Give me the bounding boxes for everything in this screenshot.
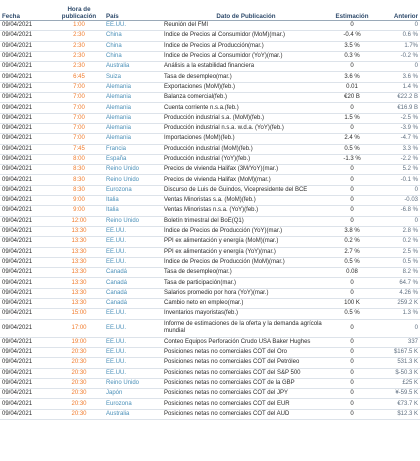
header-row — [0, 0, 420, 21]
table-row — [0, 247, 420, 257]
cell-anterior: 0.6 % — [374, 31, 420, 41]
cell-pais: EE.UU. — [104, 237, 162, 247]
cell-dato: Posiciones netas no comerciales COT del Petróleo — [162, 358, 330, 368]
cell-pais: Alemania — [104, 113, 162, 123]
cell-hora: 2:30 — [54, 51, 104, 61]
cell-fecha: 09/04/2021 — [0, 399, 54, 409]
cell-fecha: 09/04/2021 — [0, 299, 54, 309]
cell-estimacion: 0 — [330, 185, 374, 195]
cell-anterior: 3.3 % — [374, 144, 420, 154]
cell-fecha: 09/04/2021 — [0, 319, 54, 337]
cell-dato: Posiciones netas no comerciales COT del AUD — [162, 409, 330, 419]
cell-fecha: 09/04/2021 — [0, 175, 54, 185]
cell-hora: 2:30 — [54, 62, 104, 72]
cell-hora: 13:30 — [54, 268, 104, 278]
table-row — [0, 62, 420, 72]
cell-anterior: $12.3 K — [374, 409, 420, 419]
cell-dato: Salarios promedio por hora (YoY)(mar.) — [162, 288, 330, 298]
cell-hora: 20:30 — [54, 368, 104, 378]
cell-hora: 20:30 — [54, 409, 104, 419]
cell-hora: 15:00 — [54, 309, 104, 319]
cell-fecha: 09/04/2021 — [0, 144, 54, 154]
cell-fecha: 09/04/2021 — [0, 41, 54, 51]
cell-fecha: 09/04/2021 — [0, 103, 54, 113]
cell-fecha: 09/04/2021 — [0, 389, 54, 399]
cell-estimacion: 2.4 % — [330, 134, 374, 144]
cell-anterior: 2.5 % — [374, 247, 420, 257]
cell-anterior: -2.5 % — [374, 113, 420, 123]
cell-pais: EE.UU. — [104, 319, 162, 337]
cell-estimacion: 3.8 % — [330, 226, 374, 236]
cell-hora: 2:30 — [54, 31, 104, 41]
cell-dato: Posiciones netas no comerciales COT del JPY — [162, 389, 330, 399]
table-row — [0, 51, 420, 61]
cell-hora: 7:00 — [54, 123, 104, 133]
cell-pais: China — [104, 51, 162, 61]
cell-anterior: 64.7 % — [374, 278, 420, 288]
table-row — [0, 368, 420, 378]
table-row — [0, 154, 420, 164]
cell-estimacion: 0 — [330, 21, 374, 31]
cell-estimacion: 0 — [330, 347, 374, 357]
cell-pais: España — [104, 154, 162, 164]
cell-dato: Producción industrial n.s.a. w.d.a. (YoY)(feb.) — [162, 123, 330, 133]
cell-pais: Alemania — [104, 82, 162, 92]
cell-hora: 9:00 — [54, 196, 104, 206]
table-row — [0, 237, 420, 247]
cell-estimacion: 3.6 % — [330, 72, 374, 82]
cell-fecha: 09/04/2021 — [0, 288, 54, 298]
cell-estimacion: 0.5 % — [330, 257, 374, 267]
cell-estimacion: 0.5 % — [330, 309, 374, 319]
cell-fecha: 09/04/2021 — [0, 51, 54, 61]
cell-estimacion: 0.2 % — [330, 237, 374, 247]
table-row — [0, 93, 420, 103]
cell-pais: Francia — [104, 144, 162, 154]
cell-anterior: 0.5 % — [374, 257, 420, 267]
table-row — [0, 389, 420, 399]
cell-hora: 13:30 — [54, 226, 104, 236]
table-row — [0, 206, 420, 216]
table-row — [0, 113, 420, 123]
cell-dato: PPI ex alimentación y energía (MoM)(mar.) — [162, 237, 330, 247]
cell-anterior: -0.03 — [374, 196, 420, 206]
cell-pais: Alemania — [104, 134, 162, 144]
cell-estimacion: 1.5 % — [330, 113, 374, 123]
cell-hora: 20:30 — [54, 347, 104, 357]
cell-pais: Reino Unido — [104, 165, 162, 175]
cell-pais: Alemania — [104, 103, 162, 113]
cell-fecha: 09/04/2021 — [0, 62, 54, 72]
cell-hora: 7:00 — [54, 113, 104, 123]
cell-anterior: 0 — [374, 62, 420, 72]
cell-pais: Japón — [104, 389, 162, 399]
cell-anterior: 8.2 % — [374, 268, 420, 278]
cell-fecha: 09/04/2021 — [0, 226, 54, 236]
cell-anterior: 5.2 % — [374, 165, 420, 175]
cell-pais: EE.UU. — [104, 247, 162, 257]
cell-fecha: 09/04/2021 — [0, 93, 54, 103]
cell-hora: 6:45 — [54, 72, 104, 82]
cell-hora: 13:30 — [54, 247, 104, 257]
cell-dato: Exportaciones (MoM)(feb.) — [162, 82, 330, 92]
table-row — [0, 144, 420, 154]
table-row — [0, 72, 420, 82]
table-row — [0, 399, 420, 409]
cell-estimacion: 0 — [330, 288, 374, 298]
cell-hora: 8:30 — [54, 185, 104, 195]
cell-estimacion: 0 — [330, 409, 374, 419]
cell-dato: Conteo Equipos Perforación Crudo USA Baker Hughes — [162, 337, 330, 347]
cell-pais: EE.UU. — [104, 257, 162, 267]
cell-anterior: 1.4 % — [374, 82, 420, 92]
cell-hora: 7:00 — [54, 103, 104, 113]
cell-fecha: 09/04/2021 — [0, 237, 54, 247]
table-row — [0, 226, 420, 236]
cell-estimacion: 0 — [330, 358, 374, 368]
cell-fecha: 09/04/2021 — [0, 268, 54, 278]
cell-hora: 7:00 — [54, 82, 104, 92]
cell-anterior: $-50.3 K — [374, 368, 420, 378]
cell-hora: 20:30 — [54, 399, 104, 409]
cell-fecha: 09/04/2021 — [0, 185, 54, 195]
cell-fecha: 09/04/2021 — [0, 196, 54, 206]
cell-hora: 20:30 — [54, 378, 104, 388]
cell-dato: Balanza comercial(feb.) — [162, 93, 330, 103]
cell-fecha: 09/04/2021 — [0, 309, 54, 319]
cell-pais: Reino Unido — [104, 378, 162, 388]
table-row — [0, 31, 420, 41]
cell-anterior: -0.2 % — [374, 51, 420, 61]
cell-hora: 1:00 — [54, 21, 104, 31]
cell-pais: Reino Unido — [104, 175, 162, 185]
cell-estimacion: 0 — [330, 103, 374, 113]
table-row — [0, 103, 420, 113]
cell-estimacion: 0 — [330, 175, 374, 185]
cell-pais: EE.UU. — [104, 226, 162, 236]
cell-hora: 8:30 — [54, 175, 104, 185]
cell-fecha: 09/04/2021 — [0, 165, 54, 175]
cell-fecha: 09/04/2021 — [0, 278, 54, 288]
cell-pais: Suiza — [104, 72, 162, 82]
cell-fecha: 09/04/2021 — [0, 368, 54, 378]
cell-hora: 9:00 — [54, 206, 104, 216]
cell-dato: Ventas Minoristas s.a. (MoM)(feb.) — [162, 196, 330, 206]
cell-estimacion: 0 — [330, 378, 374, 388]
cell-anterior: -3.9 % — [374, 123, 420, 133]
cell-dato: Cuenta corriente n.s.a.(feb.) — [162, 103, 330, 113]
cell-pais: Italia — [104, 196, 162, 206]
header-dato: Dato de Publicación — [162, 0, 330, 21]
cell-hora: 7:00 — [54, 93, 104, 103]
cell-estimacion: -0.4 % — [330, 31, 374, 41]
cell-anterior: 259.2 K — [374, 299, 420, 309]
cell-hora: 20:30 — [54, 389, 104, 399]
cell-hora: 13:30 — [54, 237, 104, 247]
cell-dato: Importaciones (MoM)(feb.) — [162, 134, 330, 144]
cell-hora: 17:00 — [54, 319, 104, 337]
cell-pais: Alemania — [104, 123, 162, 133]
cell-dato: Índice de Precios de Producción (YoY)(mar.) — [162, 226, 330, 236]
table-row — [0, 278, 420, 288]
table-row — [0, 216, 420, 226]
cell-pais: Reino Unido — [104, 216, 162, 226]
table-row — [0, 21, 420, 31]
cell-pais: EE.UU. — [104, 337, 162, 347]
cell-dato: Producción industrial s.a. (MoM)(feb.) — [162, 113, 330, 123]
cell-hora: 19:00 — [54, 337, 104, 347]
cell-dato: Posiciones netas no comerciales COT del EUR — [162, 399, 330, 409]
cell-dato: PPI ex alimentación y energía (YoY)(mar.) — [162, 247, 330, 257]
cell-anterior: 0 — [374, 185, 420, 195]
table-row — [0, 409, 420, 419]
cell-hora: 13:30 — [54, 257, 104, 267]
cell-anterior: 1.7% — [374, 41, 420, 51]
header-anterior: Anterior — [374, 0, 420, 21]
cell-estimacion: 0 — [330, 278, 374, 288]
table-row — [0, 319, 420, 337]
cell-fecha: 09/04/2021 — [0, 337, 54, 347]
cell-anterior: 531.3 K — [374, 358, 420, 368]
cell-hora: 2:30 — [54, 41, 104, 51]
cell-dato: Informe de estimaciones de la oferta y la demanda agrícola mundial — [162, 319, 330, 337]
cell-anterior: 3.6 % — [374, 72, 420, 82]
cell-dato: Tasa de participación(mar.) — [162, 278, 330, 288]
cell-fecha: 09/04/2021 — [0, 154, 54, 164]
header-pais: País — [104, 0, 162, 21]
cell-dato: Inventarios mayoristas(feb.) — [162, 309, 330, 319]
cell-estimacion: 0.01 — [330, 82, 374, 92]
cell-estimacion: 3.5 % — [330, 41, 374, 51]
cell-fecha: 09/04/2021 — [0, 21, 54, 31]
cell-anterior: -0.1 % — [374, 175, 420, 185]
cell-dato: Índice de Precios de Producción (MoM)(mar.) — [162, 257, 330, 267]
cell-anterior: €22.2 B — [374, 93, 420, 103]
cell-hora: 13:30 — [54, 288, 104, 298]
cell-pais: Alemania — [104, 93, 162, 103]
cell-estimacion: 2.7 % — [330, 247, 374, 257]
cell-dato: Posiciones netas no comerciales COT del Oro — [162, 347, 330, 357]
header-hora: Hora de publicación — [54, 0, 104, 21]
cell-anterior: €73.7 K — [374, 399, 420, 409]
cell-fecha: 09/04/2021 — [0, 82, 54, 92]
cell-hora: 13:30 — [54, 278, 104, 288]
cell-anterior: 337 — [374, 337, 420, 347]
cell-estimacion: 0 — [330, 368, 374, 378]
cell-anterior: 4.26 % — [374, 288, 420, 298]
table-row — [0, 337, 420, 347]
cell-pais: Eurozona — [104, 399, 162, 409]
cell-hora: 8:30 — [54, 165, 104, 175]
table-row — [0, 309, 420, 319]
cell-dato: Reunión del FMI — [162, 21, 330, 31]
cell-fecha: 09/04/2021 — [0, 257, 54, 267]
cell-dato: Producción industrial (MoM)(feb.) — [162, 144, 330, 154]
cell-estimacion: 0 — [330, 319, 374, 337]
table-row — [0, 358, 420, 368]
cell-pais: Canadá — [104, 268, 162, 278]
cell-pais: Australia — [104, 409, 162, 419]
cell-estimacion: 0 — [330, 165, 374, 175]
cell-anterior: 0.2 % — [374, 237, 420, 247]
table-row — [0, 165, 420, 175]
cell-fecha: 09/04/2021 — [0, 347, 54, 357]
cell-estimacion: 0.08 — [330, 268, 374, 278]
cell-dato: Producción industrial (YoY)(feb.) — [162, 154, 330, 164]
cell-anterior: £25 K — [374, 378, 420, 388]
cell-dato: Precios de vivienda Halifax (3M/YoY)(mar.) — [162, 165, 330, 175]
cell-pais: EE.UU. — [104, 21, 162, 31]
table-row — [0, 123, 420, 133]
cell-dato: Tasa de desempleo(mar.) — [162, 268, 330, 278]
cell-anterior: -2.2 % — [374, 154, 420, 164]
cell-hora: 13:30 — [54, 299, 104, 309]
cell-hora: 20:30 — [54, 358, 104, 368]
cell-anterior: 0 — [374, 216, 420, 226]
cell-pais: China — [104, 31, 162, 41]
cell-estimacion: 0 — [330, 337, 374, 347]
cell-dato: Índice de Precios al Producción(mar.) — [162, 41, 330, 51]
cell-anterior: $167.5 K — [374, 347, 420, 357]
cell-anterior: -6.8 % — [374, 206, 420, 216]
cell-dato: Discurso de Luis de Guindos, Vicepresidente del BCE — [162, 185, 330, 195]
cell-anterior: 2.8 % — [374, 226, 420, 236]
cell-fecha: 09/04/2021 — [0, 409, 54, 419]
cell-dato: Ventas Minoristas n.s.a. (YoY)(feb.) — [162, 206, 330, 216]
cell-pais: Australia — [104, 62, 162, 72]
header-estimacion: Estimación — [330, 0, 374, 21]
cell-anterior: -4.7 % — [374, 134, 420, 144]
cell-estimacion: 0 — [330, 62, 374, 72]
table-row — [0, 196, 420, 206]
table-row — [0, 268, 420, 278]
cell-hora: 8:00 — [54, 154, 104, 164]
cell-dato: Boletín trimestral del BoE(Q1) — [162, 216, 330, 226]
cell-pais: China — [104, 41, 162, 51]
cell-hora: 12:00 — [54, 216, 104, 226]
cell-fecha: 09/04/2021 — [0, 31, 54, 41]
cell-pais: Eurozona — [104, 185, 162, 195]
table-row — [0, 134, 420, 144]
cell-dato: Cambio neto en empleo(mar.) — [162, 299, 330, 309]
cell-hora: 7:45 — [54, 144, 104, 154]
table-row — [0, 299, 420, 309]
cell-anterior: €16.9 B — [374, 103, 420, 113]
cell-anterior: 0 — [374, 319, 420, 337]
cell-estimacion: 0 — [330, 399, 374, 409]
cell-pais: Italia — [104, 206, 162, 216]
cell-dato: Posiciones netas no comerciales COT de la GBP — [162, 378, 330, 388]
cell-estimacion: 100 K — [330, 299, 374, 309]
cell-fecha: 09/04/2021 — [0, 123, 54, 133]
cell-hora: 7:00 — [54, 134, 104, 144]
table-row — [0, 257, 420, 267]
cell-anterior: 1.3 % — [374, 309, 420, 319]
cell-pais: EE.UU. — [104, 309, 162, 319]
cell-estimacion: 0 — [330, 206, 374, 216]
cell-estimacion: -1.3 % — [330, 154, 374, 164]
cell-fecha: 09/04/2021 — [0, 72, 54, 82]
cell-estimacion: 0.5 % — [330, 144, 374, 154]
cell-pais: Canadá — [104, 278, 162, 288]
cell-dato: Análisis a la estabilidad financiera — [162, 62, 330, 72]
cell-pais: EE.UU. — [104, 358, 162, 368]
cell-estimacion: 0 — [330, 196, 374, 206]
cell-anterior: 0 — [374, 21, 420, 31]
cell-dato: Índice de Precios al Consumidor (YoY)(mar.) — [162, 51, 330, 61]
cell-pais: EE.UU. — [104, 347, 162, 357]
cell-estimacion: 0 — [330, 216, 374, 226]
cell-anterior: ¥-59.5 K — [374, 389, 420, 399]
cell-dato: Tasa de desempleo(mar.) — [162, 72, 330, 82]
cell-fecha: 09/04/2021 — [0, 358, 54, 368]
cell-fecha: 09/04/2021 — [0, 216, 54, 226]
table-row — [0, 175, 420, 185]
cell-fecha: 09/04/2021 — [0, 247, 54, 257]
cell-fecha: 09/04/2021 — [0, 206, 54, 216]
cell-dato: Índice de Precios al Consumidor (MoM)(mar.) — [162, 31, 330, 41]
table-row — [0, 288, 420, 298]
table-row — [0, 378, 420, 388]
cell-dato: Posiciones netas no comerciales COT del S&P 500 — [162, 368, 330, 378]
cell-pais: Canadá — [104, 299, 162, 309]
table-row — [0, 347, 420, 357]
cell-estimacion: €20 B — [330, 93, 374, 103]
cell-dato: Precios de vivienda Halifax (MoM)(mar.) — [162, 175, 330, 185]
table-body — [0, 21, 420, 420]
cell-fecha: 09/04/2021 — [0, 113, 54, 123]
cell-pais: EE.UU. — [104, 368, 162, 378]
table-row — [0, 185, 420, 195]
cell-fecha: 09/04/2021 — [0, 134, 54, 144]
header-fecha: Fecha — [0, 0, 54, 21]
cell-pais: Canadá — [104, 288, 162, 298]
cell-estimacion: 0.3 % — [330, 51, 374, 61]
cell-fecha: 09/04/2021 — [0, 378, 54, 388]
table-row — [0, 41, 420, 51]
table-row — [0, 82, 420, 92]
cell-estimacion: 0 — [330, 389, 374, 399]
cell-estimacion: 0 — [330, 123, 374, 133]
